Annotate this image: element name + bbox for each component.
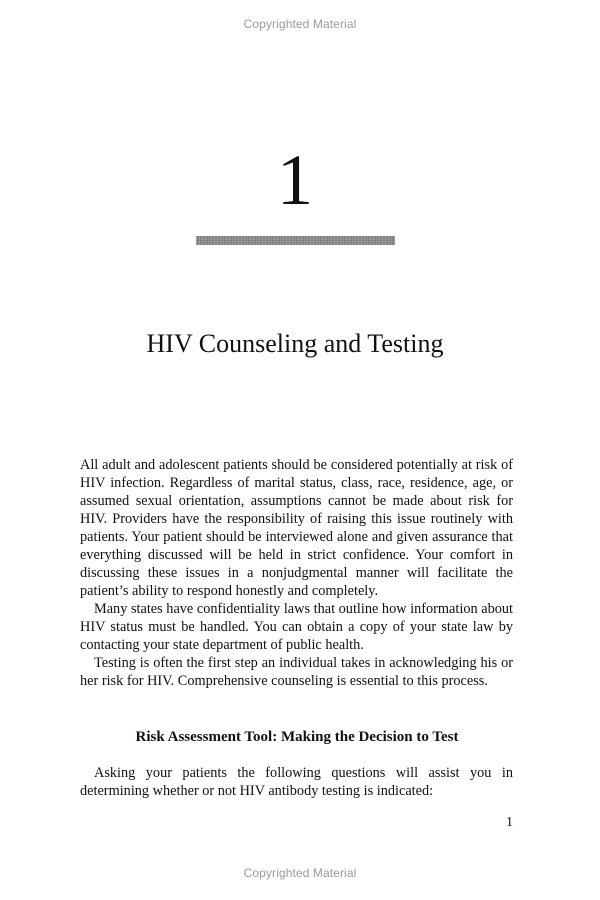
section-heading: Risk Assessment Tool: Making the Decision to Test [135,729,459,745]
copyright-watermark-bottom: Copyrighted Material [243,866,357,880]
page-number: 1 [506,815,513,830]
paragraph-confidentiality-laws: Many states have confidentiality laws that outline how information about HIV status must be handled. You can obtain a copy of your state law by contacting your state department of public health. [80,601,513,653]
chapter-title: HIV Counseling and Testing [146,329,444,358]
paragraph-risk-intro: All adult and adolescent patients should be considered potentially at risk of HIV infection. Regardless of marital status, class, race, residence, age, or assumed sexual orientation, assumptions cannot be made about risk for HIV. Providers have the responsibility of raising this issue routinely with patients. Your patient should be interviewed alone and given assurance that everything discussed will be held in strict confidence. Your comfort in discussing these issues in a nonjudgmental manner will facilitate the patient’s ability to respond honestly and completely. [80,457,513,599]
copyright-watermark-top: Copyrighted Material [243,17,357,31]
chapter-divider-rule [196,236,395,245]
paragraph-testing-first-step: Testing is often the first step an individual takes in acknowledging his or her risk for HIV. Comprehensive counseling is essential to this process. [80,655,513,689]
chapter-number: 1 [277,140,313,220]
paragraph-section-intro: Asking your patients the following questions will assist you in determining whether or not HIV antibody testing is indicated: [80,765,513,799]
